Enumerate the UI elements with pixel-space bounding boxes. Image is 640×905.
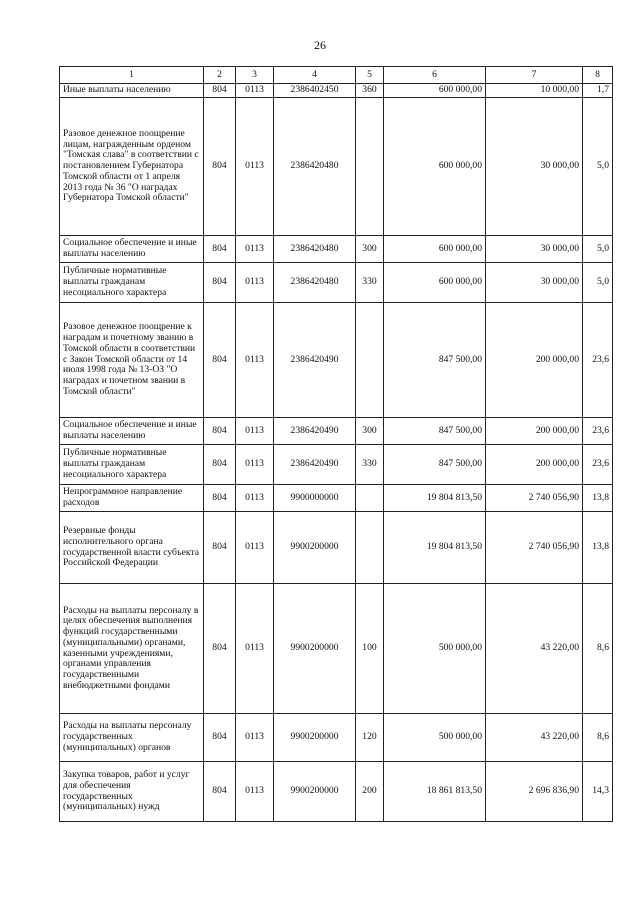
cell-actual: 200 000,00 xyxy=(486,418,583,445)
cell-target: 9900200000 xyxy=(274,512,356,584)
cell-actual: 200 000,00 xyxy=(486,303,583,418)
cell-admin: 804 xyxy=(204,584,236,714)
table-header-row xyxy=(60,67,613,84)
table-row xyxy=(60,512,613,584)
table-row xyxy=(60,485,613,512)
cell-section: 0113 xyxy=(236,485,274,512)
table-row xyxy=(60,303,613,418)
cell-type xyxy=(356,512,384,584)
column-header: 2 xyxy=(204,67,236,84)
cell-plan: 847 500,00 xyxy=(384,445,486,485)
cell-section: 0113 xyxy=(236,418,274,445)
cell-percent: 8,6 xyxy=(583,584,613,714)
cell-plan: 600 000,00 xyxy=(384,98,486,236)
cell-section: 0113 xyxy=(236,98,274,236)
row-name: Иные выплаты населению xyxy=(60,84,204,98)
cell-percent: 5,0 xyxy=(583,236,613,263)
cell-admin: 804 xyxy=(204,714,236,762)
column-header: 4 xyxy=(274,67,356,84)
cell-percent: 5,0 xyxy=(583,98,613,236)
row-name: Публичные нормативные выплаты гражданам несоциального характера xyxy=(60,263,204,303)
row-name: Разовое денежное поощрение лицам, награжденным орденом "Томская слава" в соответствии с постановлением Губернатора Томской области от 1 апреля 2013 года № 36 "О наградах Губернатора Томской области" xyxy=(60,98,204,236)
cell-type xyxy=(356,98,384,236)
budget-table xyxy=(59,66,613,822)
cell-actual: 30 000,00 xyxy=(486,263,583,303)
cell-plan: 847 500,00 xyxy=(384,418,486,445)
cell-section: 0113 xyxy=(236,584,274,714)
cell-type: 100 xyxy=(356,584,384,714)
cell-admin: 804 xyxy=(204,236,236,263)
cell-percent: 8,6 xyxy=(583,714,613,762)
cell-plan: 600 000,00 xyxy=(384,236,486,263)
cell-percent: 14,3 xyxy=(583,762,613,822)
cell-actual: 43 220,00 xyxy=(486,584,583,714)
cell-target: 9900200000 xyxy=(274,584,356,714)
cell-percent: 13,8 xyxy=(583,485,613,512)
cell-section: 0113 xyxy=(236,263,274,303)
cell-type xyxy=(356,485,384,512)
column-header: 8 xyxy=(583,67,613,84)
cell-plan: 500 000,00 xyxy=(384,584,486,714)
row-name: Закупка товаров, работ и услуг для обеспечения государственных (муниципальных) нужд xyxy=(60,762,204,822)
row-name: Публичные нормативные выплаты гражданам несоциального характера xyxy=(60,445,204,485)
cell-section: 0113 xyxy=(236,236,274,263)
row-name: Резервные фонды исполнительного органа государственной власти субъекта Российской Федерации xyxy=(60,512,204,584)
row-name: Непрограммное направление расходов xyxy=(60,485,204,512)
cell-plan: 600 000,00 xyxy=(384,263,486,303)
cell-admin: 804 xyxy=(204,303,236,418)
cell-type xyxy=(356,303,384,418)
cell-type: 120 xyxy=(356,714,384,762)
cell-actual: 2 740 056,90 xyxy=(486,485,583,512)
cell-section: 0113 xyxy=(236,303,274,418)
table-row xyxy=(60,84,613,98)
cell-admin: 804 xyxy=(204,512,236,584)
cell-actual: 200 000,00 xyxy=(486,445,583,485)
table-row xyxy=(60,236,613,263)
cell-actual: 43 220,00 xyxy=(486,714,583,762)
cell-percent: 1,7 xyxy=(583,84,613,98)
cell-type: 330 xyxy=(356,263,384,303)
table-row xyxy=(60,762,613,822)
cell-target: 2386420490 xyxy=(274,418,356,445)
row-name: Разовое денежное поощрение к наградам и почетному званию в Томской области в соответствии с Закон Томской области от 14 июля 1998 года № 13-ОЗ "О наградах и почетном звании в Томской области" xyxy=(60,303,204,418)
cell-percent: 23,6 xyxy=(583,445,613,485)
column-header: 6 xyxy=(384,67,486,84)
cell-percent: 23,6 xyxy=(583,303,613,418)
cell-section: 0113 xyxy=(236,762,274,822)
row-name: Расходы на выплаты персоналу государственных (муниципальных) органов xyxy=(60,714,204,762)
cell-plan: 847 500,00 xyxy=(384,303,486,418)
column-header: 5 xyxy=(356,67,384,84)
cell-admin: 804 xyxy=(204,762,236,822)
cell-target: 9900000000 xyxy=(274,485,356,512)
cell-target: 2386420490 xyxy=(274,445,356,485)
cell-target: 2386420490 xyxy=(274,303,356,418)
cell-target: 9900200000 xyxy=(274,714,356,762)
column-header: 7 xyxy=(486,67,583,84)
cell-admin: 804 xyxy=(204,418,236,445)
cell-actual: 2 740 056,90 xyxy=(486,512,583,584)
cell-section: 0113 xyxy=(236,512,274,584)
cell-target: 2386420480 xyxy=(274,236,356,263)
row-name: Социальное обеспечение и иные выплаты населению xyxy=(60,418,204,445)
cell-plan: 500 000,00 xyxy=(384,714,486,762)
table-row xyxy=(60,714,613,762)
column-header: 1 xyxy=(60,67,204,84)
table-row xyxy=(60,263,613,303)
cell-target: 2386420480 xyxy=(274,263,356,303)
table-row xyxy=(60,98,613,236)
cell-type: 330 xyxy=(356,445,384,485)
cell-target: 9900200000 xyxy=(274,762,356,822)
column-header: 3 xyxy=(236,67,274,84)
cell-target: 2386420480 xyxy=(274,98,356,236)
cell-admin: 804 xyxy=(204,485,236,512)
cell-percent: 5,0 xyxy=(583,263,613,303)
table-row xyxy=(60,445,613,485)
page-number: 26 xyxy=(314,38,326,52)
cell-type: 200 xyxy=(356,762,384,822)
cell-section: 0113 xyxy=(236,714,274,762)
cell-actual: 2 696 836,90 xyxy=(486,762,583,822)
cell-section: 0113 xyxy=(236,84,274,98)
cell-plan: 18 861 813,50 xyxy=(384,762,486,822)
cell-plan: 19 804 813,50 xyxy=(384,485,486,512)
table-row xyxy=(60,418,613,445)
cell-actual: 30 000,00 xyxy=(486,98,583,236)
cell-target: 2386402450 xyxy=(274,84,356,98)
cell-section: 0113 xyxy=(236,445,274,485)
table-row xyxy=(60,584,613,714)
row-name: Расходы на выплаты персоналу в целях обеспечения выполнения функций государственными (муниципальными) органами, казенными учреждениями, органами управления государственными внебюджетными фондами xyxy=(60,584,204,714)
cell-actual: 10 000,00 xyxy=(486,84,583,98)
cell-admin: 804 xyxy=(204,445,236,485)
cell-type: 360 xyxy=(356,84,384,98)
cell-plan: 600 000,00 xyxy=(384,84,486,98)
cell-admin: 804 xyxy=(204,263,236,303)
cell-admin: 804 xyxy=(204,84,236,98)
cell-actual: 30 000,00 xyxy=(486,236,583,263)
cell-percent: 13,8 xyxy=(583,512,613,584)
cell-type: 300 xyxy=(356,418,384,445)
cell-percent: 23,6 xyxy=(583,418,613,445)
cell-admin: 804 xyxy=(204,98,236,236)
cell-plan: 19 804 813,50 xyxy=(384,512,486,584)
row-name: Социальное обеспечение и иные выплаты населению xyxy=(60,236,204,263)
cell-type: 300 xyxy=(356,236,384,263)
